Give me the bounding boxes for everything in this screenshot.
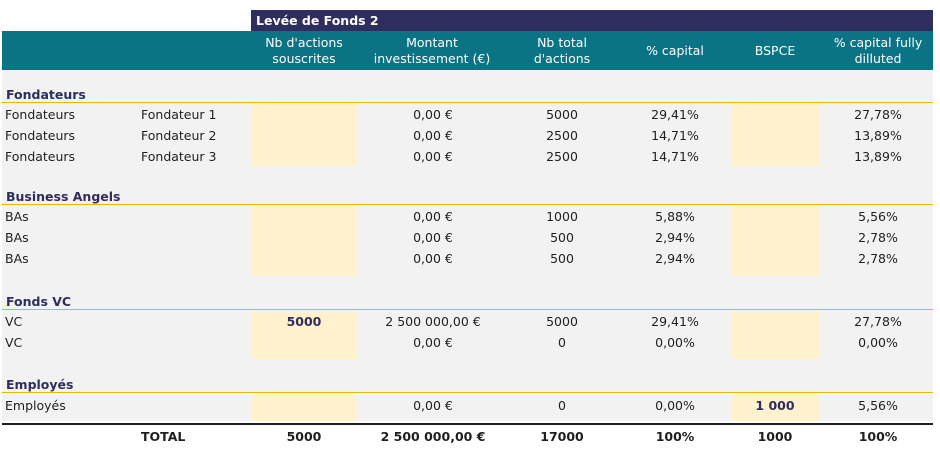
cell-pct-capital: 14,71% — [651, 149, 699, 164]
total-pct-diluted: 100% — [858, 429, 898, 444]
header-shares-subscribed-line2: souscrites — [272, 50, 336, 66]
cell-bspce[interactable] — [731, 311, 819, 332]
cell-investment: 0,00 € — [413, 230, 453, 245]
section-divider — [2, 309, 933, 310]
cell-total-shares: 500 — [550, 230, 574, 245]
cell-subscribed[interactable] — [251, 332, 357, 353]
cell-bspce[interactable] — [731, 332, 819, 353]
cell-pct-diluted: 13,89% — [854, 149, 902, 164]
cell-bspce[interactable]: 1 000 — [755, 398, 795, 413]
cell-investment: 0,00 € — [413, 128, 453, 143]
cell-total-shares: 500 — [550, 251, 574, 266]
cell-category: BAs — [5, 209, 29, 224]
table-row[interactable] — [2, 227, 933, 248]
cell-category: Fondateurs — [5, 107, 76, 122]
cell-total-shares: 0 — [558, 398, 566, 413]
cell-total-shares: 0 — [558, 335, 566, 350]
cell-subscribed[interactable] — [251, 248, 357, 269]
section-divider — [2, 392, 933, 393]
cell-pct-diluted: 13,89% — [854, 128, 902, 143]
cell-total-shares: 2500 — [546, 128, 578, 143]
table-header — [2, 31, 933, 70]
cell-pct-diluted: 2,78% — [858, 251, 898, 266]
cell-bspce[interactable] — [731, 146, 819, 167]
cell-category: Employés — [5, 398, 66, 413]
total-investment: 2 500 000,00 € — [380, 429, 486, 444]
cell-pct-capital: 2,94% — [655, 230, 695, 245]
cell-pct-capital: 29,41% — [651, 314, 699, 329]
cell-pct-capital: 29,41% — [651, 107, 699, 122]
cell-investment: 0,00 € — [413, 335, 453, 350]
cell-category: BAs — [5, 251, 29, 266]
cell-investment: 0,00 € — [413, 107, 453, 122]
section-title-founders: Fondateurs — [6, 87, 86, 102]
table-row[interactable] — [2, 311, 933, 332]
section-title-employees: Employés — [6, 377, 74, 392]
cell-name: Fondateur 2 — [141, 128, 217, 143]
header-pct-fully-diluted-line1: % capital fully — [833, 34, 923, 50]
cell-subscribed[interactable]: 5000 — [286, 314, 322, 329]
cell-name: Fondateur 3 — [141, 149, 217, 164]
cell-investment: 0,00 € — [413, 398, 453, 413]
cell-pct-capital: 0,00% — [655, 335, 695, 350]
table-row[interactable] — [2, 248, 933, 269]
cell-subscribed[interactable] — [251, 125, 357, 146]
header-total-shares[interactable] — [514, 31, 610, 70]
cell-investment: 0,00 € — [413, 251, 453, 266]
total-label: TOTAL — [141, 429, 186, 444]
cell-total-shares: 1000 — [546, 209, 578, 224]
table-row[interactable] — [2, 332, 933, 353]
round-title-band — [251, 10, 933, 31]
header-pct-fully-diluted-line2: dilluted — [854, 50, 902, 66]
total-bspce: 1000 — [757, 429, 793, 444]
round-title: Levée de Fonds 2 — [256, 13, 379, 28]
cell-pct-capital: 14,71% — [651, 128, 699, 143]
cell-total-shares: 2500 — [546, 149, 578, 164]
total-pct-capital: 100% — [655, 429, 695, 444]
cell-pct-capital: 0,00% — [655, 398, 695, 413]
cell-bspce[interactable] — [731, 125, 819, 146]
table-row[interactable] — [2, 146, 933, 167]
cell-subscribed[interactable] — [251, 206, 357, 227]
cell-pct-diluted: 2,78% — [858, 230, 898, 245]
header-shares-subscribed[interactable] — [251, 31, 357, 70]
cell-investment: 2 500 000,00 € — [385, 314, 481, 329]
table-row[interactable] — [2, 125, 933, 146]
cell-pct-diluted: 5,56% — [858, 209, 898, 224]
cell-name: Fondateur 1 — [141, 107, 217, 122]
cell-pct-capital: 5,88% — [655, 209, 695, 224]
header-investment-line2: investissement (€) — [373, 50, 491, 66]
total-subscribed: 5000 — [286, 429, 322, 444]
total-row — [2, 423, 933, 451]
header-total-shares-line1: Nb total — [537, 34, 587, 50]
header-total-shares-line2: d'actions — [533, 50, 591, 66]
cell-pct-diluted: 5,56% — [858, 398, 898, 413]
cell-pct-capital: 2,94% — [655, 251, 695, 266]
cell-category: VC — [5, 335, 23, 350]
cell-bspce[interactable] — [731, 206, 819, 227]
cell-subscribed[interactable] — [251, 146, 357, 167]
header-investment-line1: Montant — [406, 34, 458, 50]
table-row[interactable] — [2, 395, 933, 416]
cell-pct-diluted: 0,00% — [858, 335, 898, 350]
section-divider — [2, 204, 933, 205]
header-investment[interactable] — [358, 31, 506, 70]
total-shares: 17000 — [540, 429, 584, 444]
header-pct-fully-diluted[interactable] — [824, 31, 932, 70]
cell-pct-diluted: 27,78% — [854, 107, 902, 122]
table-row[interactable] — [2, 104, 933, 125]
section-title-business-angels: Business Angels — [6, 189, 121, 204]
cell-investment: 0,00 € — [413, 149, 453, 164]
cell-category: VC — [5, 314, 23, 329]
header-shares-subscribed-line1: Nb d'actions — [265, 34, 343, 50]
cell-bspce[interactable] — [731, 227, 819, 248]
cell-pct-diluted: 27,78% — [854, 314, 902, 329]
section-divider — [2, 102, 933, 103]
cell-bspce[interactable] — [731, 104, 819, 125]
cell-subscribed[interactable] — [251, 395, 357, 416]
header-bspce[interactable]: BSPCE — [754, 42, 796, 58]
cell-category: Fondateurs — [5, 128, 76, 143]
cell-category: Fondateurs — [5, 149, 76, 164]
header-pct-capital[interactable]: % capital — [646, 42, 704, 58]
cell-category: BAs — [5, 230, 29, 245]
cell-subscribed[interactable] — [251, 227, 357, 248]
cell-investment: 0,00 € — [413, 209, 453, 224]
section-title-vc-funds: Fonds VC — [6, 294, 72, 309]
cell-total-shares: 5000 — [546, 107, 578, 122]
cell-total-shares: 5000 — [546, 314, 578, 329]
cell-bspce[interactable] — [731, 248, 819, 269]
cell-subscribed[interactable] — [251, 104, 357, 125]
table-row[interactable] — [2, 206, 933, 227]
